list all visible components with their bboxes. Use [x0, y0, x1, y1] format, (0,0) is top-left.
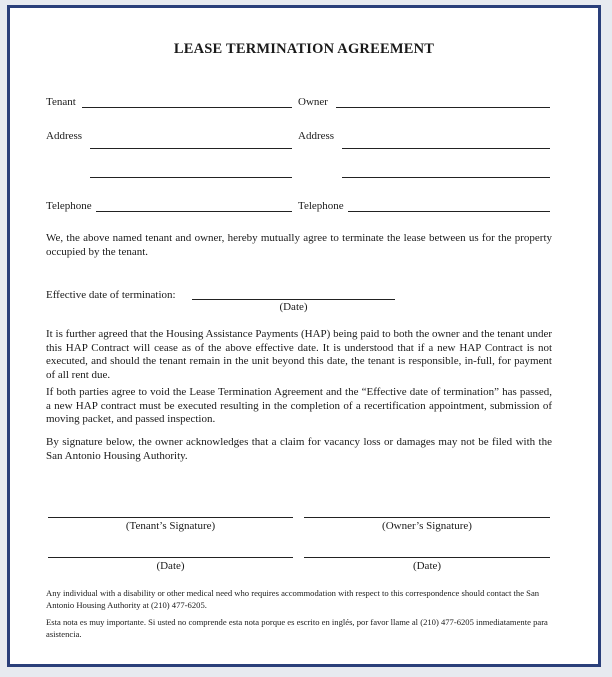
tenant-signature-line[interactable]: [48, 517, 293, 518]
document-frame: [7, 5, 601, 667]
owner-telephone-label: Telephone: [298, 200, 344, 212]
effective-date-line[interactable]: [192, 299, 395, 300]
tenant-address-line-1[interactable]: [90, 148, 292, 149]
effective-date-caption: (Date): [279, 301, 308, 313]
tenant-telephone-label: Telephone: [46, 200, 92, 212]
agreement-paragraph: We, the above named tenant and owner, hereby mutually agree to terminate the lease between us for the property occupied by the tenant.: [46, 232, 552, 258]
void-agreement-paragraph: If both parties agree to void the Lease Termination Agreement and the “Effective date of termination” has passed, a new HAP contract must be executed resulting in the completion of a recertification appointment, submission of moving packet, and passed inspection.: [46, 386, 552, 426]
spanish-notice: Esta nota es muy importante. Si usted no comprende esta nota porque es escrito en inglés, por favor llame al (210) 477-6205 inmediatamente para asistencia.: [46, 617, 548, 639]
owner-signature-caption: (Owner’s Signature): [382, 520, 472, 532]
tenant-date-caption: (Date): [156, 560, 185, 572]
owner-date-caption: (Date): [412, 560, 442, 572]
owner-address-line-1[interactable]: [342, 148, 550, 149]
document-title: LEASE TERMINATION AGREEMENT: [173, 41, 435, 57]
tenant-name-line[interactable]: [82, 107, 292, 108]
vacancy-claim-paragraph: By signature below, the owner acknowledges that a claim for vacancy loss or damages may not be filed with the San Antonio Housing Authority.: [46, 436, 552, 462]
owner-address-label: Address: [298, 130, 335, 142]
owner-date-line[interactable]: [304, 557, 550, 558]
tenant-address-label: Address: [46, 130, 83, 142]
tenant-date-line[interactable]: [48, 557, 293, 558]
owner-label: Owner: [298, 96, 328, 108]
owner-telephone-line[interactable]: [348, 211, 550, 212]
accommodation-notice: Any individual with a disability or other medical need who requires accommodation with respect to this correspondence should contact the San Antonio Housing Authority at (210) 477-6205.: [46, 588, 540, 610]
hap-paragraph: It is further agreed that the Housing Assistance Payments (HAP) being paid to both the owner and the tenant under this HAP Contract will cease as of the above effective date. It is understood that if a new HAP Contract is not executed, and should the tenant remain in the unit beyond this date, the tenant is responsible, in-full, for payment of all rent due.: [46, 328, 552, 381]
effective-date-label: Effective date of termination:: [46, 289, 176, 301]
owner-signature-line[interactable]: [304, 517, 550, 518]
tenant-address-line-2[interactable]: [90, 177, 292, 178]
owner-address-line-2[interactable]: [342, 177, 550, 178]
tenant-signature-caption: (Tenant’s Signature): [125, 520, 216, 532]
tenant-telephone-line[interactable]: [96, 211, 292, 212]
tenant-label: Tenant: [46, 96, 76, 108]
document-page: [10, 8, 598, 664]
owner-name-line[interactable]: [336, 107, 550, 108]
